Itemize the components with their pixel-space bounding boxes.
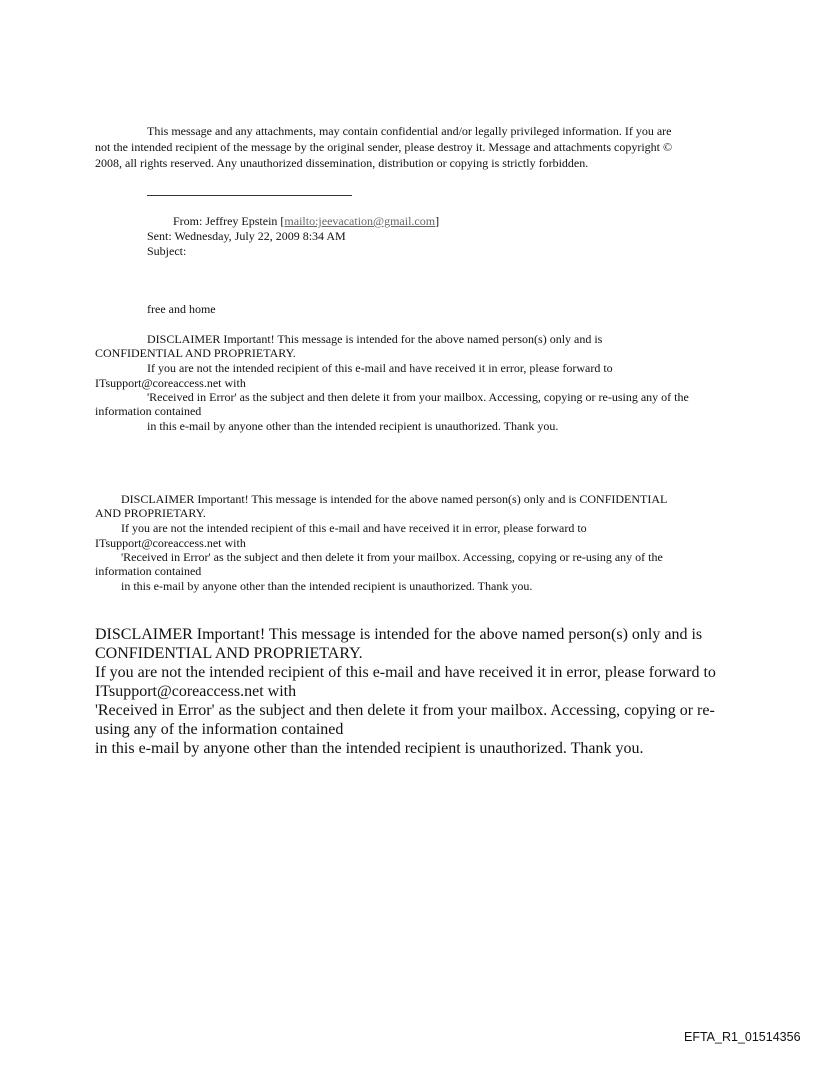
disclaimer-line: DISCLAIMER Important! This message is intended for the above named person(s) only and is xyxy=(147,332,603,346)
document-id-footer: EFTA_R1_01514356 xyxy=(684,1030,801,1044)
notice-line: This message and any attachments, may contain confidential and/or legally privileged information. If you are xyxy=(147,124,672,138)
disclaimer-line: ITsupport@coreaccess.net with xyxy=(95,683,297,700)
notice-line: 2008, all rights reserved. Any unauthorized dissemination, distribution or copying is strictly forbidden. xyxy=(95,156,589,170)
separator-rule xyxy=(147,195,352,196)
from-label: From: Jeffrey Epstein [ xyxy=(173,214,285,228)
from-end: ] xyxy=(435,214,440,228)
disclaimer-line: DISCLAIMER Important! This message is intended for the above named person(s) only and is CONFIDENTIAL xyxy=(121,492,668,506)
message-body: free and home xyxy=(147,302,216,316)
notice-line: not the intended recipient of the message by the original sender, please destroy it. Message and attachments copyright © xyxy=(95,140,673,154)
disclaimer-line: AND PROPRIETARY. xyxy=(95,506,206,520)
disclaimer-line: CONFIDENTIAL AND PROPRIETARY. xyxy=(95,645,363,662)
disclaimer-line: in this e-mail by anyone other than the intended recipient is unauthorized. Thank you. xyxy=(147,419,559,433)
disclaimer-line: CONFIDENTIAL AND PROPRIETARY. xyxy=(95,346,296,360)
subject-line: Subject: xyxy=(147,244,187,258)
disclaimer-line: 'Received in Error' as the subject and then delete it from your mailbox. Accessing, copying or re- xyxy=(95,702,715,719)
disclaimer-line: in this e-mail by anyone other than the intended recipient is unauthorized. Thank you. xyxy=(121,579,533,593)
disclaimer-line: If you are not the intended recipient of this e-mail and have received it in error, please forward to xyxy=(121,521,587,535)
disclaimer-line: using any of the information contained xyxy=(95,721,344,738)
disclaimer-line: ITsupport@coreaccess.net with xyxy=(95,376,246,390)
disclaimer-line: ITsupport@coreaccess.net with xyxy=(95,536,246,550)
sent-line: Sent: Wednesday, July 22, 2009 8:34 AM xyxy=(147,229,346,243)
disclaimer-line: 'Received in Error' as the subject and then delete it from your mailbox. Accessing, copying or re-using any of the xyxy=(121,550,663,564)
disclaimer-line: If you are not the intended recipient of this e-mail and have received it in error, please forward to xyxy=(147,361,613,375)
disclaimer-line: in this e-mail by anyone other than the intended recipient is unauthorized. Thank you. xyxy=(95,740,644,757)
from-email-link[interactable]: mailto:jeevacation@gmail.com xyxy=(284,214,436,228)
disclaimer-line: DISCLAIMER Important! This message is intended for the above named person(s) only and is xyxy=(95,626,703,643)
disclaimer-line: 'Received in Error' as the subject and then delete it from your mailbox. Accessing, copying or re-using any of the xyxy=(147,390,689,404)
from-line xyxy=(173,214,439,228)
disclaimer-line: information contained xyxy=(95,404,202,418)
disclaimer-line: information contained xyxy=(95,564,202,578)
disclaimer-line: If you are not the intended recipient of this e-mail and have received it in error, please forward to xyxy=(95,664,716,681)
